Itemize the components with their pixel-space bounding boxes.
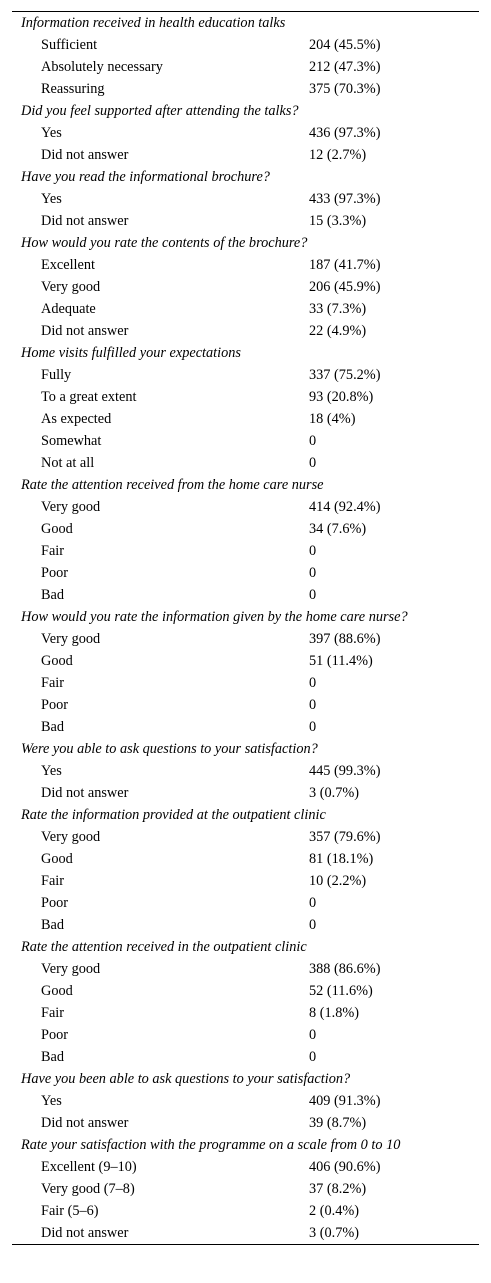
response-value: 0 [309,675,317,691]
response-value: 37 (8.2%) [309,1181,367,1197]
response-value: 10 (2.2%) [309,873,367,889]
response-label: Not at all [41,455,95,471]
response-value: 375 (70.3%) [309,81,381,97]
response-label: Good [41,521,73,537]
table-row [12,694,479,716]
table-row [12,650,479,672]
response-value: 15 (3.3%) [309,213,367,229]
table-row [12,562,479,584]
table-row [12,958,479,980]
response-label: To a great extent [41,389,137,405]
table-row [12,34,479,56]
response-label: Fully [41,367,72,383]
table-row [12,408,479,430]
response-value: 436 (97.3%) [309,125,381,141]
response-value: 51 (11.4%) [309,653,373,669]
response-value: 8 (1.8%) [309,1005,360,1021]
question-heading: Rate the attention received from the home care nurse [21,477,324,493]
response-label: Bad [41,719,65,735]
response-label: Somewhat [41,433,102,449]
question-heading: Have you been able to ask questions to your satisfaction? [21,1071,351,1087]
response-value: 0 [309,587,317,603]
table-row [12,1200,479,1222]
response-label: Sufficient [41,37,98,53]
response-label: Fair [41,543,65,559]
response-label: Did not answer [41,147,129,163]
table-row [12,1156,479,1178]
response-value: 0 [309,917,317,933]
response-label: Very good [41,631,101,647]
response-value: 187 (41.7%) [309,257,381,273]
table-row [12,188,479,210]
response-label: Poor [41,895,69,911]
response-label: Yes [41,763,62,779]
response-value: 433 (97.3%) [309,191,381,207]
table-row [12,298,479,320]
response-value: 0 [309,433,317,449]
table-row [12,430,479,452]
table-row [12,1002,479,1024]
response-label: Very good [41,499,101,515]
question-heading: Home visits fulfilled your expectations [21,345,241,361]
response-value: 3 (0.7%) [309,785,360,801]
table-row [12,518,479,540]
table-row [12,144,479,166]
response-value: 2 (0.4%) [309,1203,360,1219]
response-label: Very good [41,829,101,845]
response-value: 409 (91.3%) [309,1093,381,1109]
response-value: 204 (45.5%) [309,37,381,53]
response-value: 18 (4%) [309,411,356,427]
response-label: Adequate [41,301,96,317]
response-label: Did not answer [41,1115,129,1131]
table-row [12,914,479,936]
table-row [12,870,479,892]
table-row [12,1024,479,1046]
satisfaction-table [12,11,479,1245]
response-value: 406 (90.6%) [309,1159,381,1175]
response-label: Good [41,983,73,999]
response-value: 93 (20.8%) [309,389,374,405]
response-label: Fair [41,1005,65,1021]
question-heading: Rate your satisfaction with the programme on a scale from 0 to 10 [21,1137,401,1153]
response-value: 81 (18.1%) [309,851,374,867]
response-value: 206 (45.9%) [309,279,381,295]
table-row [12,782,479,804]
response-label: Bad [41,587,65,603]
response-label: Yes [41,1093,62,1109]
table-row [12,1178,479,1200]
question-heading: How would you rate the information given by the home care nurse? [21,609,408,625]
response-value: 3 (0.7%) [309,1225,360,1241]
response-label: Good [41,851,73,867]
response-label: As expected [41,411,112,427]
question-heading: Rate the attention received in the outpatient clinic [21,939,307,955]
response-value: 0 [309,1049,317,1065]
table-row [12,1222,479,1244]
table-row [12,320,479,342]
table-row [12,496,479,518]
question-heading: Have you read the informational brochure? [21,169,270,185]
response-value: 0 [309,455,317,471]
response-value: 12 (2.7%) [309,147,367,163]
table-row [12,760,479,782]
response-value: 397 (88.6%) [309,631,381,647]
question-heading: Were you able to ask questions to your satisfaction? [21,741,318,757]
response-value: 357 (79.6%) [309,829,381,845]
response-value: 33 (7.3%) [309,301,367,317]
response-label: Poor [41,1027,69,1043]
response-value: 39 (8.7%) [309,1115,367,1131]
table-row [12,122,479,144]
response-label: Poor [41,565,69,581]
table-row [12,848,479,870]
response-value: 0 [309,543,317,559]
table-row [12,892,479,914]
response-label: Bad [41,917,65,933]
response-label: Bad [41,1049,65,1065]
response-value: 0 [309,1027,317,1043]
table-row [12,452,479,474]
table-row [12,386,479,408]
response-value: 0 [309,565,317,581]
table-row [12,210,479,232]
response-label: Absolutely necessary [41,59,163,75]
question-heading: How would you rate the contents of the brochure? [21,235,308,251]
response-label: Very good [41,961,101,977]
response-value: 337 (75.2%) [309,367,381,383]
response-value: 0 [309,697,317,713]
table-row [12,56,479,78]
question-heading: Did you feel supported after attending the talks? [21,103,299,119]
table-row [12,628,479,650]
response-label: Good [41,653,73,669]
response-label: Very good [41,279,101,295]
response-label: Very good (7–8) [41,1181,135,1197]
response-label: Did not answer [41,1225,129,1241]
table-row [12,826,479,848]
table-row [12,716,479,738]
response-value: 414 (92.4%) [309,499,381,515]
response-value: 34 (7.6%) [309,521,367,537]
question-heading: Information received in health education talks [21,15,286,31]
response-value: 212 (47.3%) [309,59,381,75]
response-label: Yes [41,125,62,141]
response-label: Yes [41,191,62,207]
response-value: 52 (11.6%) [309,983,373,999]
table-row [12,276,479,298]
response-value: 22 (4.9%) [309,323,367,339]
response-label: Reassuring [41,81,105,97]
table-row [12,584,479,606]
response-label: Did not answer [41,785,129,801]
table-row [12,1090,479,1112]
response-label: Excellent [41,257,95,273]
response-label: Fair [41,675,65,691]
response-label: Fair [41,873,65,889]
response-value: 0 [309,719,317,735]
table-row [12,1046,479,1068]
response-value: 388 (86.6%) [309,961,381,977]
response-label: Did not answer [41,323,129,339]
table-row [12,980,479,1002]
response-label: Did not answer [41,213,129,229]
response-value: 445 (99.3%) [309,763,381,779]
response-label: Fair (5–6) [41,1203,99,1219]
table-row [12,540,479,562]
question-heading: Rate the information provided at the outpatient clinic [21,807,326,823]
table-row [12,1112,479,1134]
table-row [12,254,479,276]
table-row [12,78,479,100]
response-value: 0 [309,895,317,911]
table-row [12,672,479,694]
response-label: Poor [41,697,69,713]
response-label: Excellent (9–10) [41,1159,137,1175]
table-row [12,364,479,386]
